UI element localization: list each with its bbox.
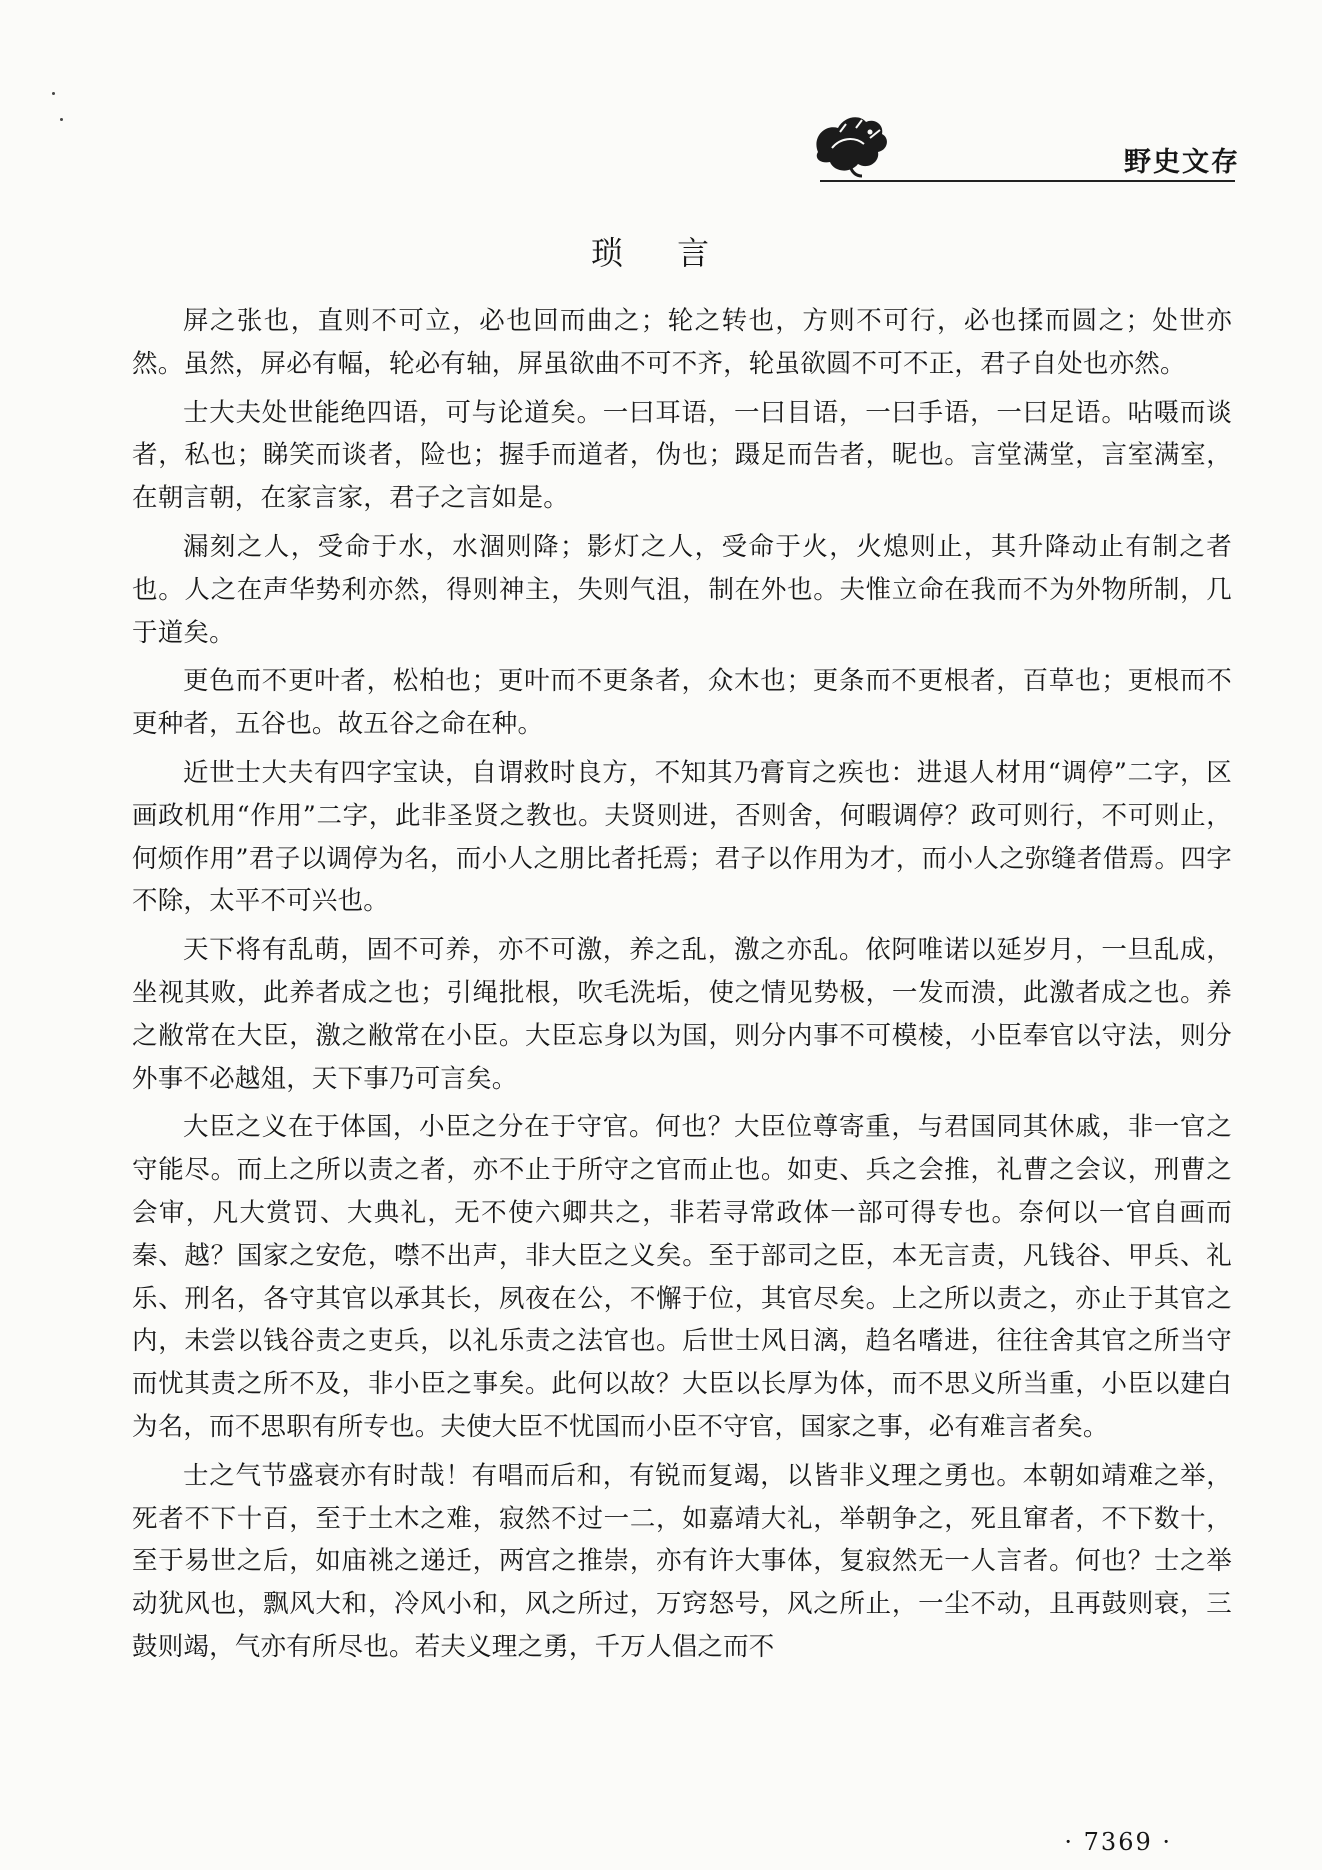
paragraph-4: 更色而不更叶者，松柏也；更叶而不更条者，众木也；更条而不更根者，百草也；更根而不更种者，五谷也。故五谷之命在种。 [132, 666, 1232, 740]
article-body [132, 300, 1232, 1675]
paragraph-5: 近世士大夫有四字宝诀，自谓救时良方，不知其乃膏肓之疾也：进退人材用“调停”二字，区画政机用“作用”二字，此非圣贤之教也。夫贤则进，否则舍，何暇调停？政可则行，不可则止，何烦作用”君子以调停为名，而小人之朋比者托焉；君子以作用为才，而小人之弥缝者借焉。四字不除，太平不可兴也。 [132, 757, 1232, 917]
scan-speck [60, 118, 63, 121]
header-rule [820, 180, 1235, 182]
paragraph-6: 天下将有乱萌，固不可养，亦不可激，养之乱，激之亦乱。依阿唯诺以延岁月，一旦乱成，坐视其败，此养者成之也；引绳批根，吹毛洗垢，使之情见势极，一发而溃，此激者成之也。养之敝常在大臣，激之敝常在小臣。大臣忘身以为国，则分内事不可模棱，小臣奉官以守法，则分外事不必越俎，天下事乃可言矣。 [132, 935, 1232, 1094]
article-title: 琐 言 [590, 234, 732, 272]
paragraph-1: 屏之张也，直则不可立，必也回而曲之；轮之转也，方则不可行，必也揉而圆之；处世亦然。虽然，屏必有幅，轮必有轴，屏虽欲曲不可不齐，轮虽欲圆不可不正，君子自处也亦然。 [132, 306, 1232, 379]
page-number: · 7369 · [1064, 1828, 1172, 1856]
scan-speck [52, 92, 55, 95]
page-header [0, 0, 1322, 200]
paragraph-3: 漏刻之人，受命于水，水涸则降；影灯之人，受命于火，火熄则止，其升降动止有制之者也。人之在声华势利亦然，得则神主，失则气沮，制在外也。夫惟立命在我而不为外物所制，几于道矣。 [132, 531, 1232, 648]
dragon-emblem-icon [810, 108, 892, 178]
paragraph-2: 士大夫处世能绝四语，可与论道矣。一曰耳语，一曰目语，一曰手语，一曰足语。呫嗫而谈者，私也；睇笑而谈者，险也；握手而道者，伪也；蹑足而告者，昵也。言堂满堂，言室满室，在朝言朝，在家言家，君子之言如是。 [132, 397, 1232, 514]
paragraph-7: 大臣之义在于体国，小臣之分在于守官。何也？大臣位尊寄重，与君国同其休戚，非一官之守能尽。而上之所以责之者，亦不止于所守之官而止也。如吏、兵之会推，礼曹之会议，刑曹之会审，凡大赏罚、大典礼，无不使六卿共之，非若寻常政体一部可得专也。奈何以一官自画而秦、越？国家之安危，噤不出声，非大臣之义矣。至于部司之臣，本无言责，凡钱谷、甲兵、礼乐、刑名，各守其官以承其长，夙夜在公，不懈于位，其官尽矣。上之所以责之，亦止于其官之内，未尝以钱谷责之吏兵，以礼乐责之法官也。后世士风日漓，趋名嗜进，往往舍其官之所当守而忧其责之所不及，非小臣之事矣。此何以故？大臣以长厚为体，而不思义所当重，小臣以建白为名，而不思职有所专也。夫使大臣不忧国而小臣不守官，国家之事，必有难言者矣。 [132, 1112, 1232, 1442]
paragraph-8: 士之气节盛衰亦有时哉！有唱而后和，有锐而复竭，以皆非义理之勇也。本朝如靖难之举，死者不下十百，至于土木之难，寂然不过一二，如嘉靖大礼，举朝争之，死且窜者，不下数十，至于易世之后，如庙祧之递迁，两宫之推崇，亦有许大事体，复寂然无一人言者。何也？士之举动犹风也，飘风大和，冷风小和，风之所过，万窍怒号，风之所止，一尘不动，且再鼓则衰，三鼓则竭，气亦有所尽也。若夫义理之勇，千万人倡之而不 [132, 1460, 1232, 1662]
series-name: 野史文存 [1124, 147, 1240, 178]
